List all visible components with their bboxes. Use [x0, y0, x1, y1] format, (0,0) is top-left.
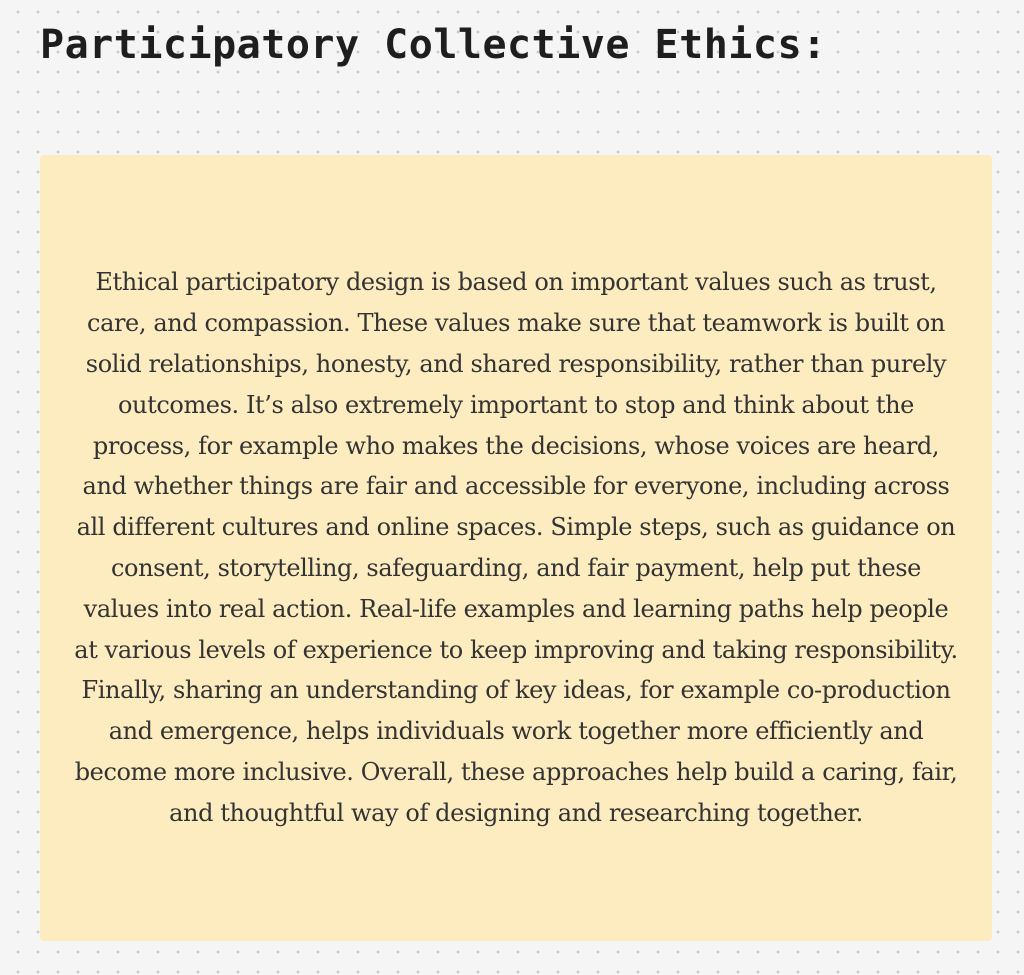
- sticky-note-text: Ethical participatory design is based on important values such as trust, care, and compassion. These values make sure that teamwork is built on solid relationships, honesty, and shared responsibility, rather than purely outcomes. It’s also extremely important to stop and think about the process, for example who makes the decisions, whose voices are heard, and whether things are fair and accessible for everyone, including across all different cultures and online spaces. Simple steps, such as guidance on consent, storytelling, safeguarding, and fair payment, help put these values into real action. Real-life examples and learning paths help people at various levels of experience to keep improving and taking responsibility. Finally, sharing an understanding of key ideas, for example co-production and emergence, helps individuals work together more efficiently and become more inclusive. Overall, these approaches help build a caring, fair, and thoughtful way of designing and researching together.: [74, 268, 958, 827]
- sticky-note[interactable]: [40, 155, 992, 941]
- board-title: Participatory Collective Ethics:: [40, 22, 827, 68]
